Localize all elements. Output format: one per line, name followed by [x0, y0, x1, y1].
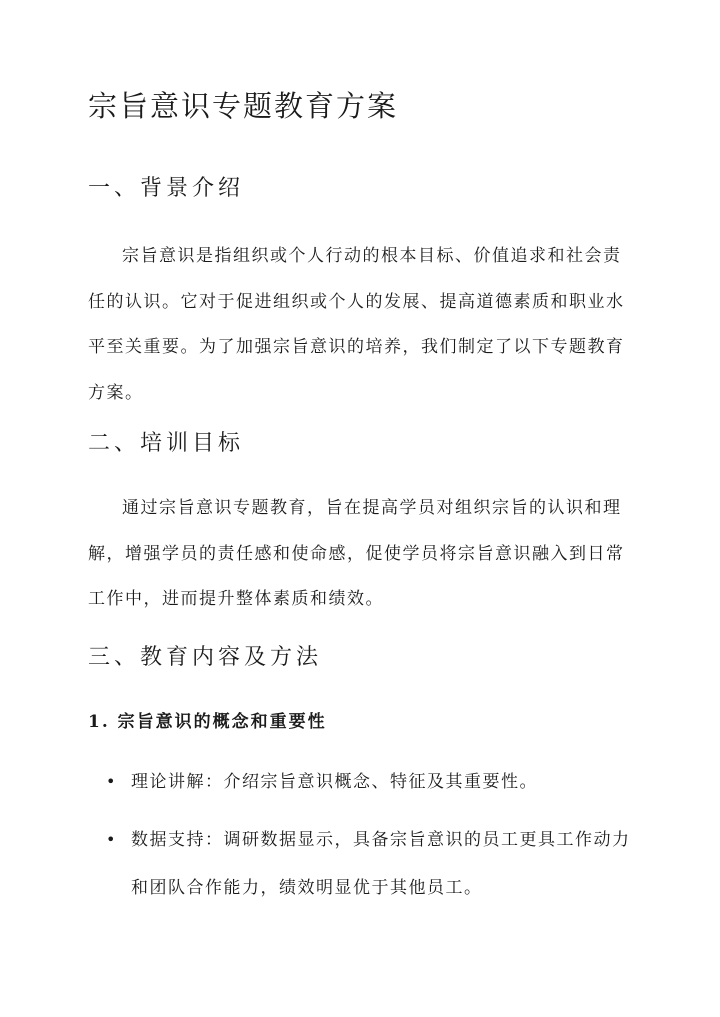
section-paragraph-background	[88, 234, 633, 416]
bullet-marker: •	[106, 772, 116, 791]
bullet-text: 理论讲解：介绍宗旨意识概念、特征及其重要性。	[131, 772, 538, 792]
paragraph-text: 通过宗旨意识专题教育，旨在提高学员对组织宗旨的认识和理解，增强学员的责任感和使命感，促使学员将宗旨意识融入到日常工作中，进而提升整体素质和绩效。	[88, 498, 625, 609]
document-title: 宗旨意识专题教育方案	[88, 89, 399, 123]
section-heading-training-goals: 二、培训目标	[88, 431, 245, 456]
section-heading-background: 一、背景介绍	[88, 176, 245, 201]
section-paragraph-training-goals	[88, 486, 633, 623]
paragraph-text: 宗旨意识是指组织或个人行动的根本目标、价值追求和社会责任的认识。它对于促进组织或个人的发展、提高道德素质和职业水平至关重要。为了加强宗旨意识的培养，我们制定了以下专题教育方案。	[88, 246, 625, 403]
subsection-heading: 1. 宗旨意识的概念和重要性	[88, 712, 327, 732]
section-heading-content-methods: 三、教育内容及方法	[88, 645, 323, 670]
bullet-marker: •	[106, 830, 116, 849]
bullet-text: 数据支持：调研数据显示，具备宗旨意识的员工更具工作动力和团队合作能力，绩效明显优于其他员工。	[131, 830, 631, 898]
